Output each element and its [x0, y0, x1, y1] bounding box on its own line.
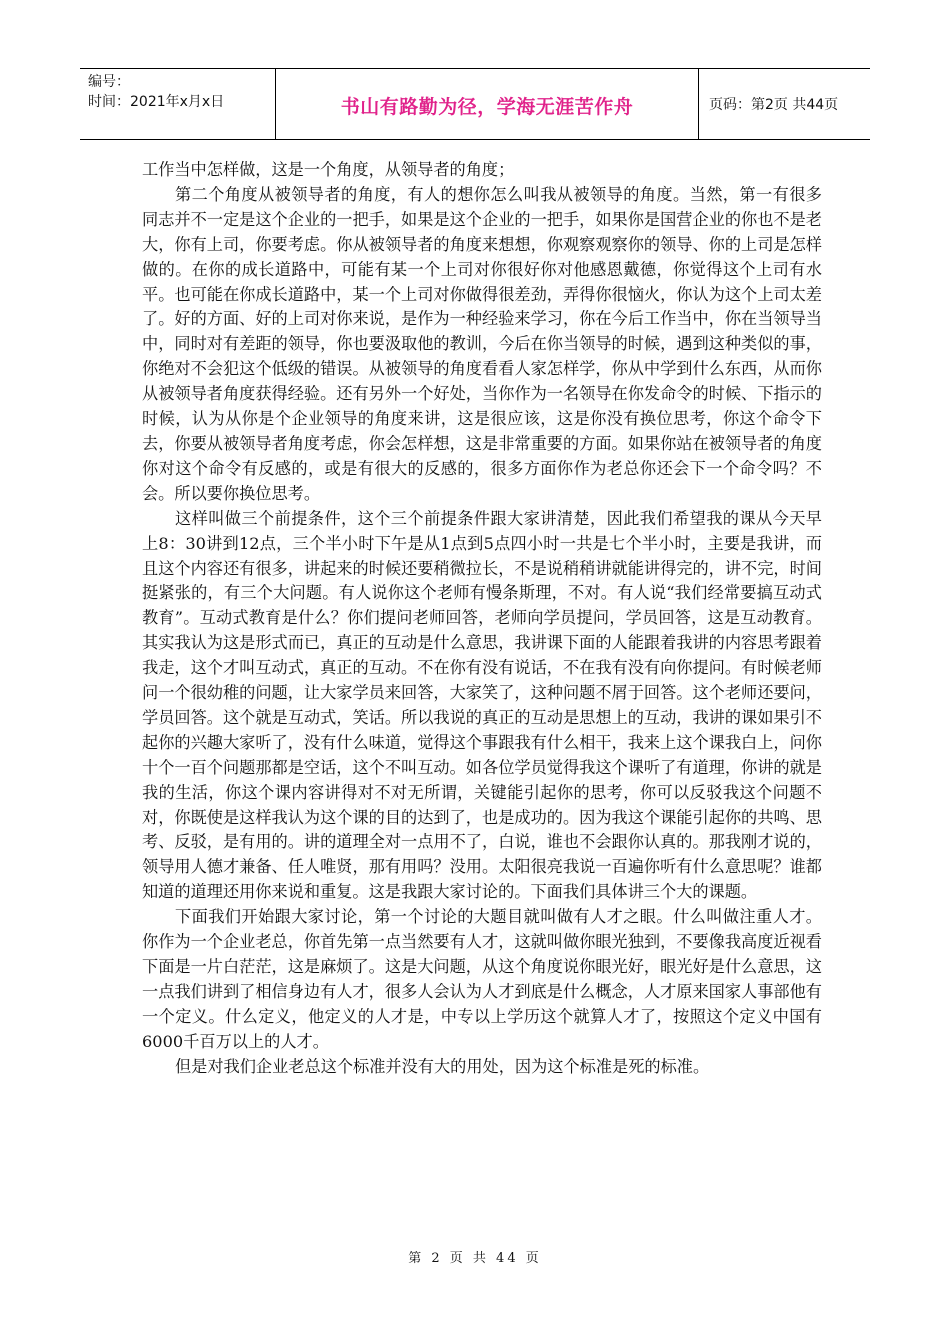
paragraph-continuation: 工作当中怎样做，这是一个角度，从领导者的角度； — [142, 160, 515, 179]
paragraph: 但是对我们企业老总这个标准并没有大的用处，因为这个标准是死的标准。 — [175, 1056, 710, 1076]
header-page-info: 页码：第2页 共44页 — [709, 97, 839, 113]
paragraph: 第二个角度从被领导者的角度，有人的想你怎么叫我从被领导的角度。当然，第一有很多同志并不一定是这个企业的一把手，如果是这个企业的一把手，如果你是国营企业的你也不是老大，你有上司，你要考虑。你从被领导者的角度来想想，你观察观察你的领导、你的上司是怎样做的。在你的成长道路中，可能有某一个上司对你很好你对他感恩戴德，你觉得这个上司有水平。也可能在你成长道路中，某一个上司对你做得很差劲，弄得你很恼火，你认为这个上司太差了。好的方面、好的上司对你来说，是作为一种经验来学习，你在今后工作当中，你在当领导当中，同时对有差距的领导，你也要汲取他的教训，今后在你当领导的时候，遇到这种类似的事，你绝对不会犯这个低级的错误。从被领导的角度看看人家怎样学，你从中学到什么东西，从而你从被领导者角度获得经验。还有另外一个好处，当你作为一名领导在你发命令的时候、下指示的时候，认为从你是个企业领导的角度来讲，这是很应该，这是你没有换位思考，你这个命令下去，你要从被领导者角度考虑，你会怎样想，这是非常重要的方面。如果你站在被领导者的角度你对这个命令有反感的，或是有很大的反感的，很多方面你作为老总你还会下一个命令吗？不会。所以要你换位思考。 — [142, 184, 822, 503]
paragraph: 下面我们开始跟大家讨论，第一个讨论的大题目就叫做有人才之眼。什么叫做注重人才。你作为一个企业老总，你首先第一点当然要有人才，这就叫做你眼光独到，不要像我高度近视看下面是一片白茫茫，这是麻烦了。这是大问题，从这个角度说你眼光好，眼光好是什么意思，这一点我们讲到了相信身边有人才，很多人会认为人才到底是什么概念，人才原来国家人事部他有一个定义。什么定义，他定义的人才是，中专以上学历这个就算人才了，按照这个定义中国有6000千百万以上的人才。 — [142, 907, 822, 1051]
paragraph: 这样叫做三个前提条件，这个三个前提条件跟大家讲清楚，因此我们希望我的课从今天早上8：30讲到12点，三个半小时下午是从1点到5点四小时一共是七个半小时，主要是我讲，而且这个内容还有很多，讲起来的时候还要稍微拉长，不是说稍稍讲就能讲得完的，讲不完，时间挺紧张的，有三个大问题。有人说你这个老师有慢条斯理，不对。有人说“我们经常要搞互动式教育”。互动式教育是什么？你们提问老师回答，老师向学员提问，学员回答，这是互动教育。其实我认为这是形式而已，真正的互动是什么意思，我讲课下面的人能跟着我讲的内容思考跟着我走，这个才叫互动式，真正的互动。不在你有没有说话，不在我有没有向你提问。有时候老师问一个很幼稚的问题，让大家学员来回答，大家笑了，这种问题不屑于回答。这个老师还要问，学员回答。这个就是互动式，笑话。所以我说的真正的互动是思想上的互动，我讲的课如果引不起你的兴趣大家听了，没有什么味道，觉得这个事跟我有什么相干，我来上这个课我白上，问你十个一百个问题那都是空话，这个不叫互动。如各位学员觉得我这个课听了有道理，你讲的就是我的生活，你这个课内容讲得对不对无所谓，关键能引起你的思考，你可以反驳我这个问题不对，你既使是这样我认为这个课的目的达到了，也是成功的。因为我这个课能引起你的共鸣、思考、反驳，是有用的。讲的道理全对一点用不了，白说，谁也不会跟你认真的。那我刚才说的，领导用人德才兼备、任人唯贤，那有用吗？没用。太阳很亮我说一百遍你听有什么意思呢？谁都知道的道理还用你来说和重复。这是我跟大家讨论的。下面我们具体讲三个大的课题。 — [142, 508, 822, 902]
document-body — [142, 158, 822, 1080]
document-number-label: 编号： — [88, 74, 130, 90]
document-date-label: 时间：2021年x月x日 — [88, 94, 225, 110]
header-meta — [80, 69, 276, 139]
page-footer: 第 2 页 共 44 页 — [408, 1251, 542, 1266]
page-header — [80, 68, 870, 140]
header-motto: 书山有路勤为径，学海无涯苦作舟 — [276, 69, 699, 139]
